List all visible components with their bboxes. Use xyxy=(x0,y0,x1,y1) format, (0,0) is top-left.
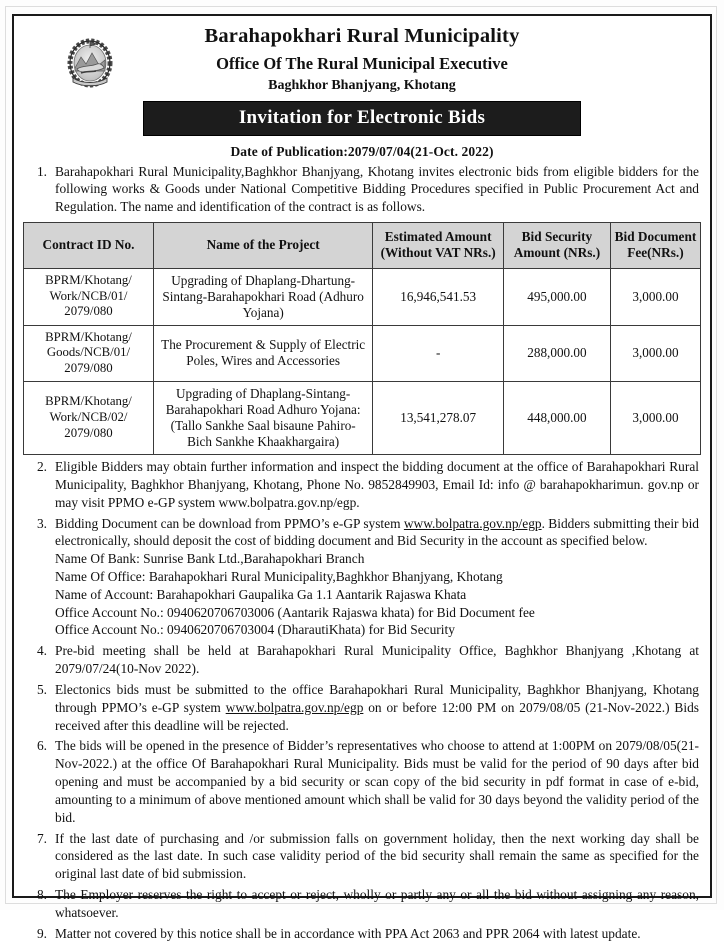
clause-2-text: Eligible Bidders may obtain further information and inspect the bidding document at the office of Barahapokhari Rural Municipality, Baghkhor Bhanjyang, Khotang, Phone No. 9852849903, Email Id: info @ barahapokharimun. gov.np or may visit PPMO e-GP system www.bolpatra.gov.np/egp. xyxy=(55,459,699,510)
cell-estimated-amount: - xyxy=(373,325,504,381)
clause-6-number: 6. xyxy=(36,738,47,754)
cell-estimated-amount: 16,946,541.53 xyxy=(373,268,504,325)
clause-4-text: Pre-bid meeting shall be held at Barahapokhari Rural Municipality Office, Baghkhor Bhanjyang ,Khotang at 2079/07/24(10-Nov 2022). xyxy=(55,643,699,677)
clause-1-text: Barahapokhari Rural Municipality,Baghkhor Bhanjyang, Khotang invites electronic bids from eligible bidders for the following works & Goods under National Competitive Bidding Procedures specified in Public Procurement Act and Regulation. The name and identification of the contract is as follows. xyxy=(55,163,699,215)
clause-6-text: The bids will be opened in the presence of Bidder’s representatives who choose to attend at 1:00PM on 2079/08/05(21-Nov-2022.) at the office Of Barahapokhari Rural Municipality. Bids must be valid for the period of 90 days after bid opening and must be accompanied by a bid security or scan copy of the bid security in pdf format in case of e-bid, amounting to a minimum of above mentioned amount which shall be valid for 30 days beyond the validity period of the bid. xyxy=(55,738,699,825)
notice-title-banner: Invitation for Electronic Bids xyxy=(143,101,581,136)
notice-header xyxy=(14,16,710,160)
cell-document-fee: 3,000.00 xyxy=(610,268,700,325)
clause-9-text: Matter not covered by this notice shall be in accordance with PPA Act 2063 and PPR 2064 with latest update. xyxy=(55,925,641,941)
account-name-line: Name of Account: Barahapokhari Gaupalika Ga 1.1 Aantarik Rajaswa Khata xyxy=(55,586,467,602)
clause-8-text: The Employer reserves the right to accept or reject, wholly or partly any or all the bid without assigning any reason, whatsoever. xyxy=(55,887,699,920)
clause-1-number: 1. xyxy=(36,163,47,179)
clause-4 xyxy=(14,642,710,678)
clause-3-text-before: Bidding Document can be download from PPMO’s e-GP system xyxy=(55,515,404,531)
table-header-row xyxy=(24,223,701,268)
cell-estimated-amount: 13,541,278.07 xyxy=(373,381,504,454)
egp-system-link[interactable]: www.bolpatra.gov.np/egp xyxy=(403,515,542,531)
col-header-estimated-amount: Estimated Amount (Without VAT NRs.) xyxy=(373,223,504,268)
cell-project-name: Upgrading of Dhaplang-Dhartung-Sintang-Barahapokhari Road (Adhuro Yojana) xyxy=(153,268,372,325)
cell-bid-security: 495,000.00 xyxy=(503,268,610,325)
clause-5-number: 5. xyxy=(36,681,47,697)
clause-2 xyxy=(14,458,710,511)
clause-7-text: If the last date of purchasing and /or submission falls on government holiday, then the next working day shall be considered as the last date. In such case validity period of the bid security shall remain the same as specified for the original last date of bid submission. xyxy=(55,830,699,882)
clause-8 xyxy=(14,886,710,922)
col-header-project-name: Name of the Project xyxy=(153,223,372,268)
notice-content xyxy=(14,16,710,941)
clause-5-text-after: on or before 12:00 PM on 2079/08/05 (21-Nov-2022.) Bids received after this deadline will be rejected. xyxy=(55,699,699,733)
cell-contract-id: BPRM/Khotang/ Work/NCB/02/ 2079/080 xyxy=(24,381,154,454)
egp-submission-link[interactable]: www.bolpatra.gov.np/egp xyxy=(225,699,364,715)
clause-1 xyxy=(14,163,710,216)
cell-contract-id: BPRM/Khotang/ Work/NCB/01/ 2079/080 xyxy=(24,268,154,325)
clause-3-number: 3. xyxy=(36,515,47,531)
clause-6 xyxy=(14,737,710,826)
cell-bid-security: 448,000.00 xyxy=(503,381,610,454)
clause-3-text-after: . Bidders submitting their bid electronically, should deposit the cost of bidding document and Bid Security in the account as specified below. xyxy=(55,515,699,549)
table-row xyxy=(24,268,701,325)
cell-project-name: The Procurement & Supply of Electric Poles, Wires and Accessories xyxy=(153,325,372,381)
col-header-contract-id: Contract ID No. xyxy=(24,223,154,268)
office-name-line: Name Of Office: Barahapokhari Rural Municipality,Baghkhor Bhanjyang, Khotang xyxy=(55,569,503,584)
cell-document-fee: 3,000.00 xyxy=(610,325,700,381)
table-row xyxy=(24,381,701,454)
clause-5-body xyxy=(55,681,699,734)
organization-name: Barahapokhari Rural Municipality xyxy=(204,25,520,47)
col-header-bid-security: Bid Security Amount (NRs.) xyxy=(503,223,610,268)
col-header-document-fee: Bid Document Fee(NRs.) xyxy=(610,223,700,268)
clause-7 xyxy=(14,830,710,883)
clause-3-body xyxy=(55,515,699,640)
clause-5 xyxy=(14,681,710,734)
publication-date: Date of Publication:2079/07/04(21-Oct. 2022) xyxy=(230,143,494,159)
office-address: Baghkhor Bhanjyang, Khotang xyxy=(268,77,456,93)
clause-9-number: 9. xyxy=(36,925,47,941)
bank-name-line: Name Of Bank: Sunrise Bank Ltd.,Barahapokhari Branch xyxy=(55,551,365,567)
clause-4-number: 4. xyxy=(36,643,47,659)
bids-table xyxy=(23,222,701,455)
clause-3 xyxy=(14,515,710,640)
office-name: Office Of The Rural Municipal Executive xyxy=(216,53,508,73)
clause-9 xyxy=(14,925,710,943)
nepal-coat-of-arms-emblem-icon xyxy=(66,38,114,90)
account-no-bid-security-line: Office Account No.: 0940620706703004 (DharautiKhata) for Bid Security xyxy=(55,622,455,638)
cell-bid-security: 288,000.00 xyxy=(503,325,610,381)
table-row xyxy=(24,325,701,381)
account-no-document-fee-line: Office Account No.: 0940620706703006 (Aantarik Rajaswa khata) for Bid Document fee xyxy=(55,604,535,620)
cell-document-fee: 3,000.00 xyxy=(610,381,700,454)
clause-8-number: 8. xyxy=(36,887,47,903)
clause-7-number: 7. xyxy=(36,830,47,846)
notice-border-frame xyxy=(12,14,712,941)
bids-table-wrapper xyxy=(14,222,710,455)
clause-2-number: 2. xyxy=(36,459,47,475)
cell-contract-id: BPRM/Khotang/ Goods/NCB/01/ 2079/080 xyxy=(24,325,154,381)
clause-5-text-before: Electonics bids must be submitted to the office Barahapokhari Rural Municipality, Baghkhor Bhanjyang, Khotang through PPMO’s e-GP system xyxy=(55,681,699,715)
cell-project-name: Upgrading of Dhaplang-Sintang-Barahapokhari Road Adhuro Yojana:(Tallo Sankhe Saal bisaune Pahiro- Bich Sankhe Khaakhargaira) xyxy=(153,381,372,454)
